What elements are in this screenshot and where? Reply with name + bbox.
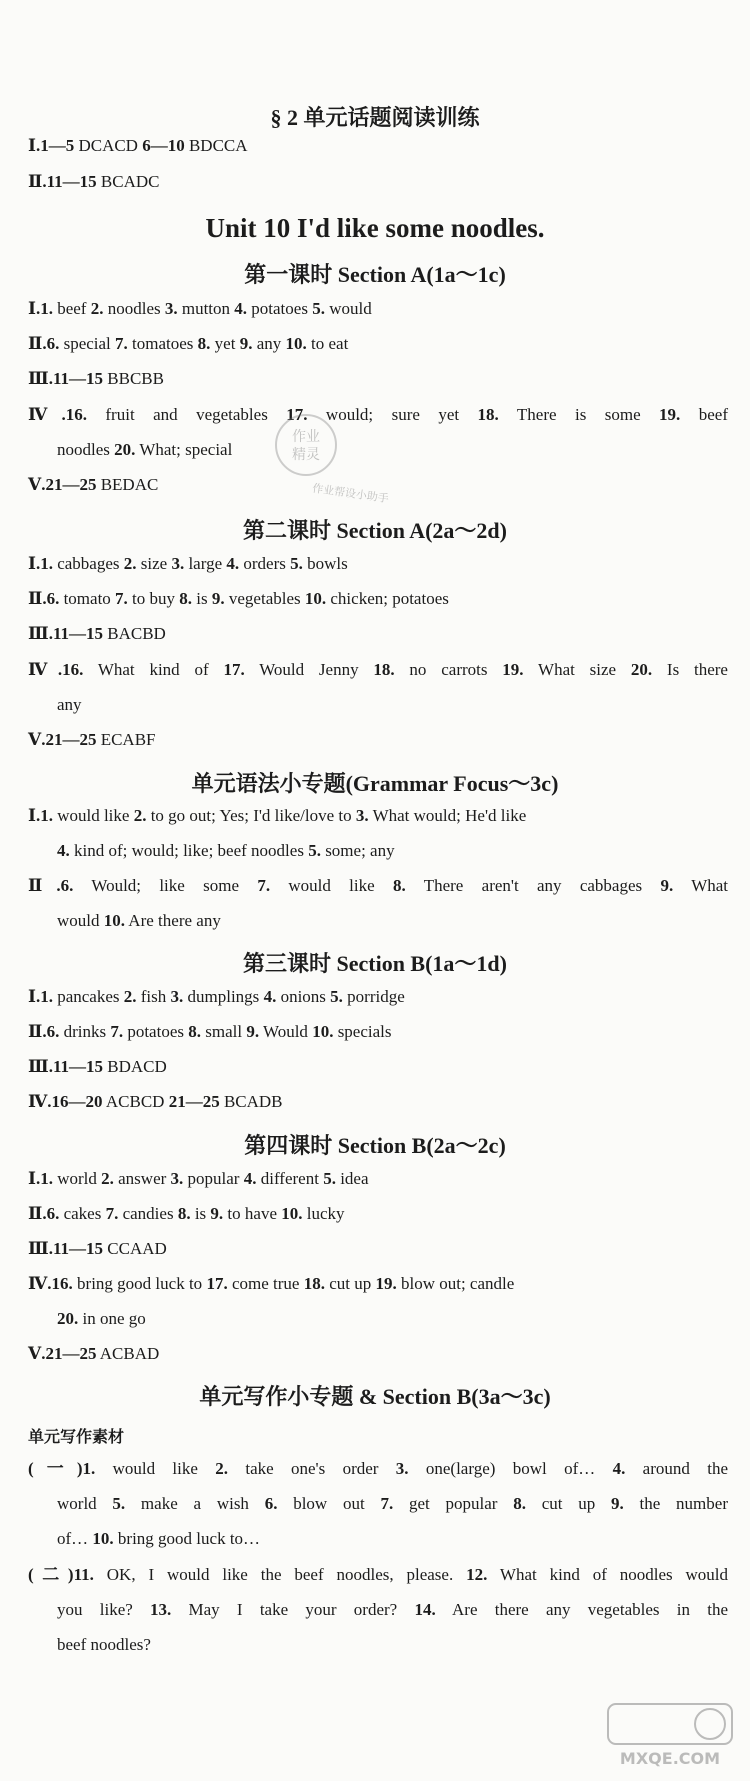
answer-text: yet xyxy=(210,334,240,353)
answer-text: blow out; candle xyxy=(396,1274,515,1293)
question-group-number: Ⅱ. xyxy=(28,172,47,191)
section2-title: § 2 单元话题阅读训练 xyxy=(270,105,480,130)
answer-text: bring good luck to xyxy=(72,1274,207,1293)
item-number: 11. xyxy=(73,1565,94,1584)
answer-text: come true xyxy=(227,1274,304,1293)
answer-line xyxy=(28,588,728,610)
question-group-number: Ⅳ. xyxy=(28,660,63,679)
corner-logo-text: MXQE.COM xyxy=(619,1749,721,1768)
item-number: 11—15 xyxy=(52,369,104,388)
answer-text: you like? xyxy=(57,1600,151,1619)
answer-text: would like xyxy=(270,876,393,895)
answer-text: beef xyxy=(52,299,91,318)
question-group-number: Ⅰ. xyxy=(28,1169,41,1188)
answer-text: cut up xyxy=(324,1274,376,1293)
item-number: 9. xyxy=(611,1494,624,1513)
answer-text: bring good luck to… xyxy=(113,1529,261,1548)
answer-text: the number xyxy=(623,1494,728,1513)
answer-line xyxy=(28,171,728,193)
item-number: 18. xyxy=(477,405,499,424)
answer-text: There aren't any cabbages xyxy=(405,876,661,895)
watermark-line2: 精灵 xyxy=(292,447,320,463)
item-number: 1. xyxy=(82,1459,96,1478)
answer-text: candies xyxy=(118,1204,178,1223)
answer-text: large xyxy=(184,554,227,573)
item-number: 8. xyxy=(392,876,406,895)
item-number: 7. xyxy=(110,1022,124,1041)
item-number: 3. xyxy=(171,554,185,573)
question-group-number: Ⅰ. xyxy=(28,299,41,318)
answer-text: world xyxy=(57,1494,113,1513)
item-number: 7. xyxy=(115,589,128,608)
question-group-number: Ⅱ. xyxy=(28,1022,47,1041)
answer-line xyxy=(57,910,728,932)
answer-line xyxy=(28,1168,728,1190)
item-number: 6. xyxy=(46,1204,60,1223)
item-number: 20. xyxy=(114,440,136,459)
lesson1-title: 第一课时 Section A(1a～1c) xyxy=(244,262,506,287)
item-number: 5. xyxy=(312,299,325,318)
answer-text: any xyxy=(252,334,286,353)
answer-text: beef xyxy=(680,405,728,424)
item-number: 2. xyxy=(215,1459,229,1478)
answer-text: to buy xyxy=(127,589,180,608)
grammar-title: 单元语法小专题(Grammar Focus～3c) xyxy=(191,771,559,796)
answer-text: mutton xyxy=(177,299,235,318)
answer-line xyxy=(57,1634,728,1656)
item-number: 1. xyxy=(40,299,53,318)
item-number: 21—25 xyxy=(168,1092,220,1111)
answer-text: is xyxy=(192,589,212,608)
watermark-stamp xyxy=(260,405,400,515)
question-group-number: Ⅴ. xyxy=(28,730,46,749)
answer-line xyxy=(28,368,728,390)
item-number: 8. xyxy=(177,1204,191,1223)
answer-text: tomatoes xyxy=(127,334,198,353)
answer-text: take one's order xyxy=(228,1459,396,1478)
answer-text: fruit and vegetables xyxy=(86,405,287,424)
answer-text: Is there xyxy=(652,660,728,679)
item-number: 19. xyxy=(502,660,524,679)
answer-text: some; any xyxy=(320,841,395,860)
item-number: 1—5 xyxy=(40,136,75,155)
item-number: 9. xyxy=(211,589,225,608)
question-group-number: Ⅲ. xyxy=(28,624,53,643)
question-group-number: (一) xyxy=(28,1459,83,1478)
answer-text: any xyxy=(57,695,82,714)
item-number: 11—15 xyxy=(46,172,97,191)
question-group-number: Ⅲ. xyxy=(28,369,53,388)
answer-text: Would Jenny xyxy=(244,660,374,679)
item-number: 3. xyxy=(355,806,369,825)
answer-text: in one go xyxy=(78,1309,146,1328)
question-group-number: Ⅲ. xyxy=(28,1239,53,1258)
answer-text: no carrots xyxy=(394,660,503,679)
item-number: 18. xyxy=(373,660,395,679)
answer-text: dumplings xyxy=(183,987,264,1006)
writing-material-label: 单元写作素材 xyxy=(28,1427,125,1446)
answer-text: lucky xyxy=(302,1204,345,1223)
answer-text: world xyxy=(52,1169,102,1188)
answer-text: BCADB xyxy=(219,1092,283,1111)
answer-text: There is some xyxy=(498,405,660,424)
answer-text: onions xyxy=(276,987,331,1006)
answer-text: potatoes xyxy=(123,1022,189,1041)
answer-text: bowls xyxy=(302,554,348,573)
item-number: 6. xyxy=(60,876,74,895)
answer-line xyxy=(28,1091,728,1113)
item-number: 5. xyxy=(308,841,321,860)
item-number: 16. xyxy=(51,1274,73,1293)
answer-text: vegetables xyxy=(224,589,305,608)
item-number: 10. xyxy=(312,1022,334,1041)
item-number: 10. xyxy=(285,334,307,353)
answer-text: drinks xyxy=(59,1022,111,1041)
item-number: 9. xyxy=(246,1022,260,1041)
answer-text: chicken; potatoes xyxy=(326,589,449,608)
answer-text: DCACD xyxy=(74,136,143,155)
item-number: 1. xyxy=(40,987,53,1006)
answer-text: would; sure yet xyxy=(307,405,478,424)
item-number: 3. xyxy=(164,299,178,318)
answer-line xyxy=(28,1458,728,1480)
answer-line xyxy=(28,875,728,897)
item-number: 17. xyxy=(206,1274,228,1293)
answer-text: cakes xyxy=(59,1204,106,1223)
question-group-number: Ⅴ. xyxy=(28,475,46,494)
item-number: 4. xyxy=(263,987,277,1006)
answer-text: CCAAD xyxy=(103,1239,167,1258)
answer-line xyxy=(28,1273,728,1295)
answer-text: specials xyxy=(333,1022,392,1041)
item-number: 8. xyxy=(197,334,211,353)
answer-text: BBCBB xyxy=(103,369,164,388)
answer-text: popular xyxy=(183,1169,244,1188)
answer-line xyxy=(28,729,728,751)
item-number: 9. xyxy=(239,334,253,353)
answer-line xyxy=(28,623,728,645)
answer-line xyxy=(57,1308,728,1330)
item-number: 8. xyxy=(188,1022,201,1041)
answer-text: What would; He'd like xyxy=(368,806,527,825)
answer-line xyxy=(57,1493,728,1515)
item-number: 6. xyxy=(46,589,60,608)
answer-text: What kind of noodles would xyxy=(487,1565,728,1584)
item-number: 5. xyxy=(323,1169,336,1188)
answer-line xyxy=(28,333,728,355)
answer-text: one(large) bowl of… xyxy=(408,1459,613,1478)
unit-title: Unit 10 I'd like some noodles. xyxy=(205,213,545,243)
item-number: 4. xyxy=(57,841,70,860)
question-group-number: Ⅴ. xyxy=(28,1344,46,1363)
item-number: 11—15 xyxy=(52,624,104,643)
answer-line xyxy=(28,1203,728,1225)
answer-text: BDCCA xyxy=(184,136,248,155)
answer-line xyxy=(28,1564,728,1586)
item-number: 8. xyxy=(513,1494,526,1513)
item-number: 2. xyxy=(133,806,147,825)
answer-text: of… xyxy=(57,1529,93,1548)
item-number: 16. xyxy=(62,660,84,679)
item-number: 2. xyxy=(123,554,137,573)
answer-line xyxy=(28,805,728,827)
answer-text: different xyxy=(256,1169,324,1188)
item-number: 9. xyxy=(660,876,674,895)
answer-text: idea xyxy=(335,1169,369,1188)
item-number: 21—25 xyxy=(45,1344,97,1363)
question-group-number: Ⅳ. xyxy=(28,405,66,424)
answer-text: What size xyxy=(523,660,631,679)
item-number: 5. xyxy=(112,1494,126,1513)
item-number: 4. xyxy=(612,1459,626,1478)
answer-text: beef noodles? xyxy=(57,1635,151,1654)
answer-text: tomato xyxy=(59,589,116,608)
answer-line xyxy=(57,1599,728,1621)
question-group-number: Ⅰ. xyxy=(28,987,41,1006)
answer-text: What; special xyxy=(135,440,233,459)
answer-line xyxy=(28,1021,728,1043)
answer-text: What kind of xyxy=(83,660,224,679)
answer-text: OK, I would like the beef noodles, please. xyxy=(93,1565,467,1584)
answer-line xyxy=(57,1528,728,1550)
item-number: 18. xyxy=(303,1274,325,1293)
answer-text: get popular xyxy=(393,1494,514,1513)
lesson3-title: 第三课时 Section B(1a～1d) xyxy=(242,951,507,976)
answer-text: BACBD xyxy=(103,624,166,643)
item-number: 17. xyxy=(223,660,245,679)
answer-text: pancakes xyxy=(52,987,124,1006)
answer-text: BCADC xyxy=(96,172,160,191)
answer-line xyxy=(28,298,728,320)
answer-text: fish xyxy=(136,987,171,1006)
item-number: 4. xyxy=(243,1169,257,1188)
answer-line xyxy=(28,1343,728,1365)
item-number: 2. xyxy=(123,987,137,1006)
answer-text: size xyxy=(136,554,172,573)
answer-line xyxy=(57,694,728,716)
answer-text: to have xyxy=(223,1204,282,1223)
answer-text: is xyxy=(190,1204,211,1223)
item-number: 2. xyxy=(90,299,104,318)
item-number: 19. xyxy=(375,1274,397,1293)
item-number: 2. xyxy=(101,1169,114,1188)
item-number: 10. xyxy=(103,911,125,930)
watermark-line3: 作业帮设小助手 xyxy=(311,481,390,506)
item-number: 3. xyxy=(170,1169,184,1188)
answer-text: cabbages xyxy=(52,554,124,573)
item-number: 16—20 xyxy=(51,1092,103,1111)
answer-text: Would; like some xyxy=(73,876,258,895)
answer-line xyxy=(28,135,728,157)
item-number: 1. xyxy=(40,554,53,573)
answer-text: May I take your order? xyxy=(171,1600,415,1619)
question-group-number: Ⅱ. xyxy=(28,334,47,353)
item-number: 6. xyxy=(46,1022,60,1041)
item-number: 11—15 xyxy=(52,1057,104,1076)
answer-text: noodles xyxy=(103,299,165,318)
answer-text: Are there any vegetables in the xyxy=(435,1600,728,1619)
item-number: 14. xyxy=(414,1600,436,1619)
question-group-number: Ⅰ. xyxy=(28,554,41,573)
corner-logo xyxy=(600,1700,740,1772)
answer-text: ECABF xyxy=(96,730,156,749)
answer-line xyxy=(28,659,728,681)
item-number: 7. xyxy=(115,334,128,353)
item-number: 16. xyxy=(65,405,87,424)
item-number: 6. xyxy=(264,1494,278,1513)
answer-text: would xyxy=(324,299,372,318)
lesson2-title: 第二课时 Section A(2a～2d) xyxy=(242,518,507,543)
answer-text: ACBCD xyxy=(102,1092,169,1111)
item-number: 20. xyxy=(630,660,653,679)
item-number: 4. xyxy=(226,554,240,573)
answer-text: to eat xyxy=(306,334,349,353)
question-group-number: Ⅲ. xyxy=(28,1057,53,1076)
answer-text: noodles xyxy=(57,440,115,459)
item-number: 6—10 xyxy=(142,136,185,155)
answer-text: What xyxy=(673,876,729,895)
item-number: 6. xyxy=(46,334,60,353)
answer-text: special xyxy=(59,334,116,353)
question-group-number: Ⅱ. xyxy=(28,876,61,895)
question-group-number: Ⅱ. xyxy=(28,1204,47,1223)
watermark-line1: 作业 xyxy=(292,429,320,445)
item-number: 1. xyxy=(40,1169,53,1188)
answer-text: kind of; would; like; beef noodles xyxy=(69,841,309,860)
answer-text: BEDAC xyxy=(96,475,159,494)
answer-text: answer xyxy=(113,1169,171,1188)
answer-text: small xyxy=(200,1022,247,1041)
item-number: 7. xyxy=(257,876,271,895)
item-number: 10. xyxy=(92,1529,114,1548)
answer-text: blow out xyxy=(277,1494,381,1513)
question-group-number: Ⅰ. xyxy=(28,806,41,825)
answer-line xyxy=(28,1056,728,1078)
answer-text: porridge xyxy=(342,987,405,1006)
item-number: 5. xyxy=(290,554,303,573)
answer-text: ACBAD xyxy=(96,1344,160,1363)
answer-text: Would xyxy=(259,1022,313,1041)
item-number: 3. xyxy=(170,987,184,1006)
answer-text: orders xyxy=(239,554,291,573)
item-number: 7. xyxy=(105,1204,119,1223)
item-number: 7. xyxy=(380,1494,394,1513)
lesson4-title: 第四课时 Section B(2a～2c) xyxy=(244,1133,506,1158)
item-number: 21—25 xyxy=(45,730,97,749)
item-number: 21—25 xyxy=(45,475,97,494)
item-number: 5. xyxy=(330,987,343,1006)
question-group-number: Ⅳ. xyxy=(28,1092,52,1111)
answer-text: would like xyxy=(95,1459,216,1478)
item-number: 10. xyxy=(281,1204,303,1223)
answer-text: would xyxy=(57,911,104,930)
answer-line xyxy=(28,553,728,575)
answer-text: BDACD xyxy=(103,1057,167,1076)
answer-line xyxy=(57,840,728,862)
item-number: 20. xyxy=(57,1309,79,1328)
item-number: 3. xyxy=(395,1459,409,1478)
item-number: 19. xyxy=(659,405,681,424)
item-number: 17. xyxy=(286,405,308,424)
answer-text: Are there any xyxy=(125,911,221,930)
item-number: 10. xyxy=(304,589,327,608)
question-group-number: Ⅱ. xyxy=(28,589,47,608)
answer-text: make a wish xyxy=(125,1494,265,1513)
answer-text: cut up xyxy=(525,1494,612,1513)
question-group-number: Ⅰ. xyxy=(28,136,41,155)
answer-line xyxy=(28,986,728,1008)
writing-title: 单元写作小专题 & Section B(3a～3c) xyxy=(199,1384,551,1409)
item-number: 13. xyxy=(150,1600,172,1619)
answer-text: would like xyxy=(52,806,134,825)
question-group-number: Ⅳ. xyxy=(28,1274,52,1293)
answer-text: potatoes xyxy=(247,299,313,318)
item-number: 11—15 xyxy=(52,1239,104,1258)
item-number: 4. xyxy=(234,299,248,318)
answer-line xyxy=(28,1238,728,1260)
answer-text: to go out; Yes; I'd like/love to xyxy=(146,806,356,825)
answer-text: around the xyxy=(625,1459,728,1478)
item-number: 8. xyxy=(179,589,193,608)
item-number: 1. xyxy=(40,806,53,825)
item-number: 12. xyxy=(466,1565,488,1584)
question-group-number: (二) xyxy=(28,1565,74,1584)
item-number: 9. xyxy=(210,1204,224,1223)
